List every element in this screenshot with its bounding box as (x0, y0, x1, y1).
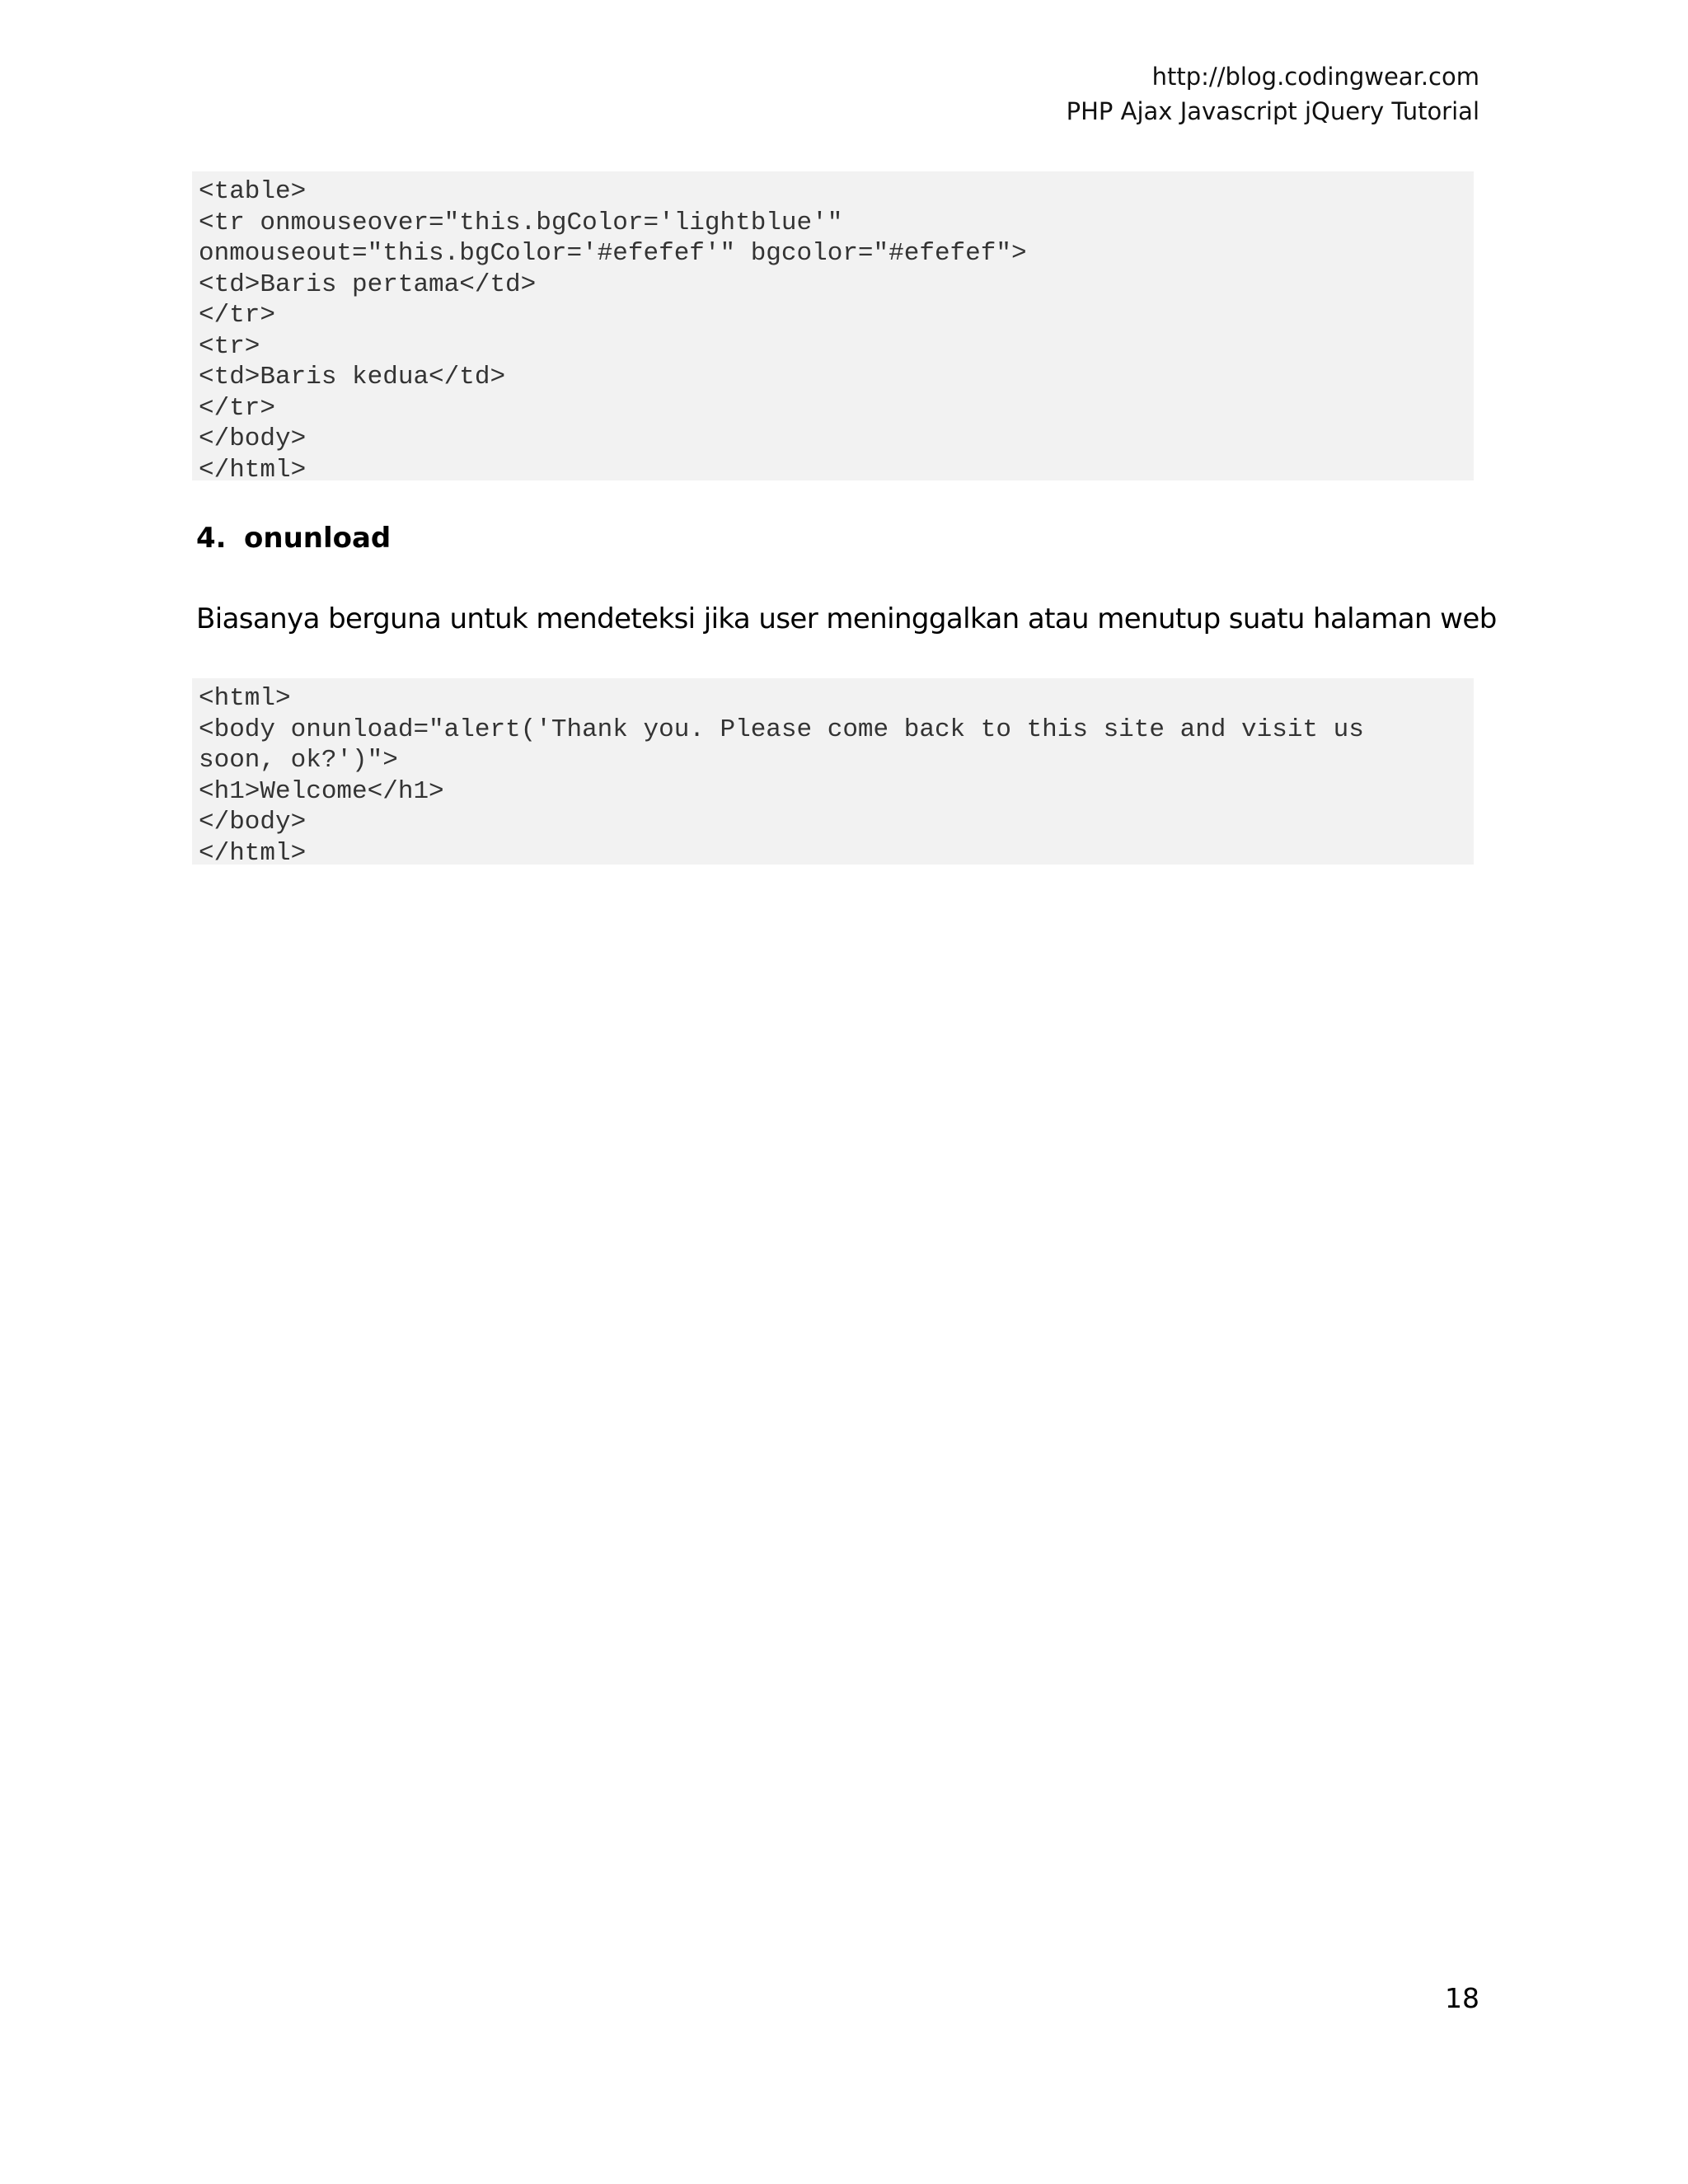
code-line: soon, ok?')"> (199, 746, 398, 775)
code-block-onunload (192, 678, 1474, 868)
page-header (1067, 59, 1479, 129)
code-line: <table> (199, 177, 307, 206)
section-title: onunload (244, 522, 392, 555)
code-line: </tr> (199, 393, 276, 423)
code-line: <html> (199, 684, 291, 713)
code-line: <body onunload="alert('Thank you. Please come back to this site and visit us (199, 715, 1364, 744)
header-url: http://blog.codingwear.com (1151, 63, 1479, 91)
code-line: <td>Baris pertama</td> (199, 269, 537, 299)
code-line: onmouseout="this.bgColor='#efefef'" bgcolor="#efefef"> (199, 239, 1027, 268)
header-subtitle: PHP Ajax Javascript jQuery Tutorial (1066, 97, 1479, 125)
section-number: 4. (196, 522, 227, 555)
code-line: <td>Baris kedua</td> (199, 363, 506, 391)
code-line: </body> (199, 808, 307, 837)
section-heading (196, 520, 391, 556)
code-line: </tr> (199, 301, 276, 330)
code-block-table-hover (192, 171, 1474, 485)
code-line: <h1>Welcome</h1> (199, 776, 444, 806)
code-line: <tr> (199, 331, 260, 361)
code-line: <tr onmouseover="this.bgColor='lightblue'" (199, 208, 843, 237)
page-number: 18 (1445, 1982, 1479, 2014)
section-description: Biasanya berguna untuk mendeteksi jika user meninggalkan atau menutup suatu halaman web (196, 602, 1497, 635)
code-line: </html> (199, 838, 307, 868)
code-line: </html> (199, 455, 307, 485)
code-line: </body> (199, 424, 307, 453)
